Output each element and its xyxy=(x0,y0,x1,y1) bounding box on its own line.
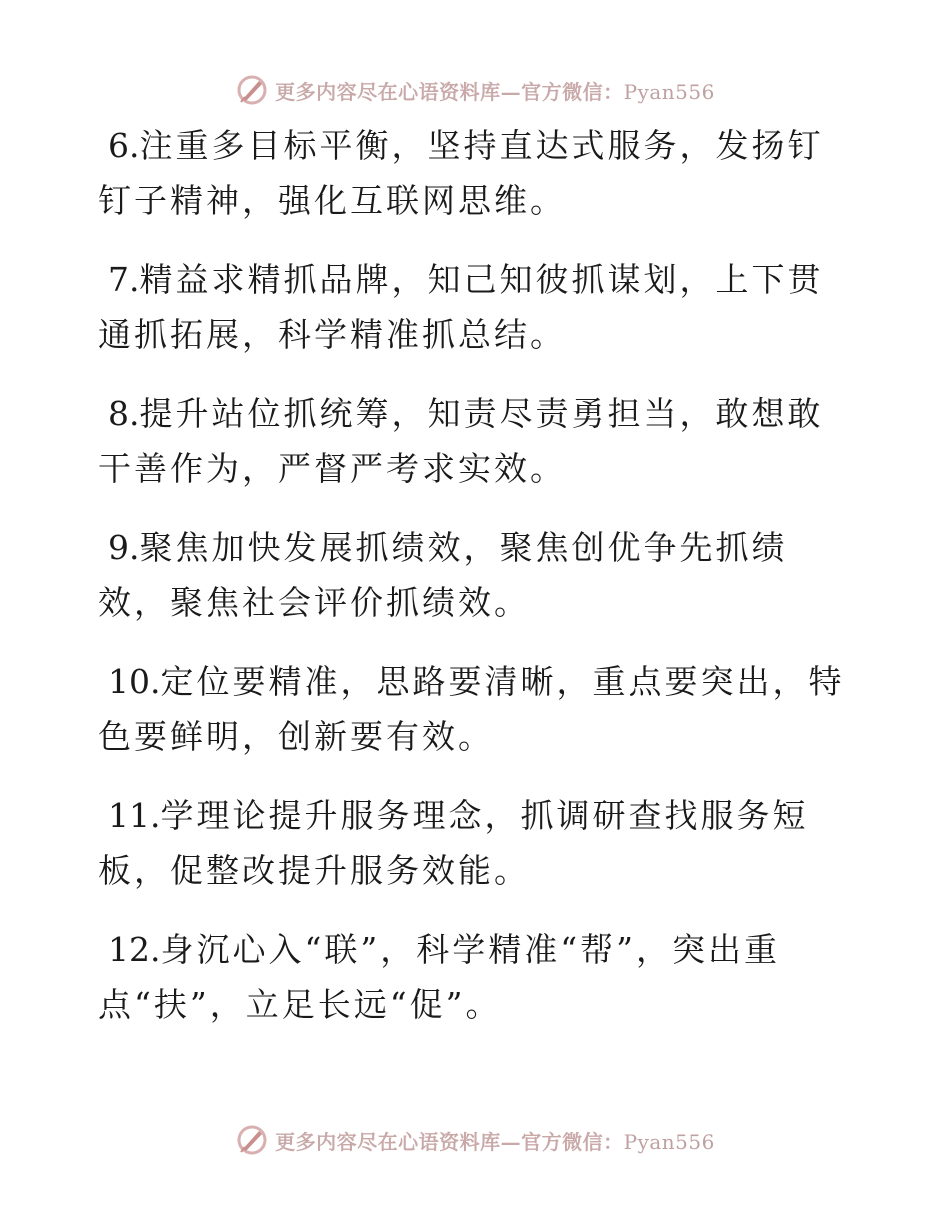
watermark-text: 更多内容尽在心语资料库—官方微信：Pyan556 xyxy=(275,79,715,104)
list-item: 12.身沉心入“联”，科学精准“帮”，突出重点“扶”，立足长远“促”。 xyxy=(98,930,780,1024)
watermark-text: 更多内容尽在心语资料库—官方微信：Pyan556 xyxy=(275,1129,715,1154)
footer-watermark xyxy=(0,1120,950,1160)
quill-logo-icon xyxy=(235,73,269,107)
list-item: 11.学理论提升服务理念，抓调研查找服务短板，促整改提升服务效能。 xyxy=(98,796,809,890)
header-watermark xyxy=(0,70,950,110)
quill-logo-icon xyxy=(235,1123,269,1157)
list-item: 7.精益求精抓品牌，知己知彼抓谋划，上下贯通抓拓展，科学精准抓总结。 xyxy=(98,260,824,354)
document-body xyxy=(98,118,858,1056)
list-item: 9.聚焦加快发展抓绩效，聚焦创优争先抓绩效，聚焦社会评价抓绩效。 xyxy=(98,528,788,622)
list-item: 10.定位要精准，思路要清晰，重点要突出，特色要鲜明，创新要有效。 xyxy=(98,662,845,756)
list-item: 6.注重多目标平衡，坚持直达式服务，发扬钉钉子精神，强化互联网思维。 xyxy=(98,126,824,220)
list-item: 8.提升站位抓统筹，知责尽责勇担当，敢想敢干善作为，严督严考求实效。 xyxy=(98,394,824,488)
